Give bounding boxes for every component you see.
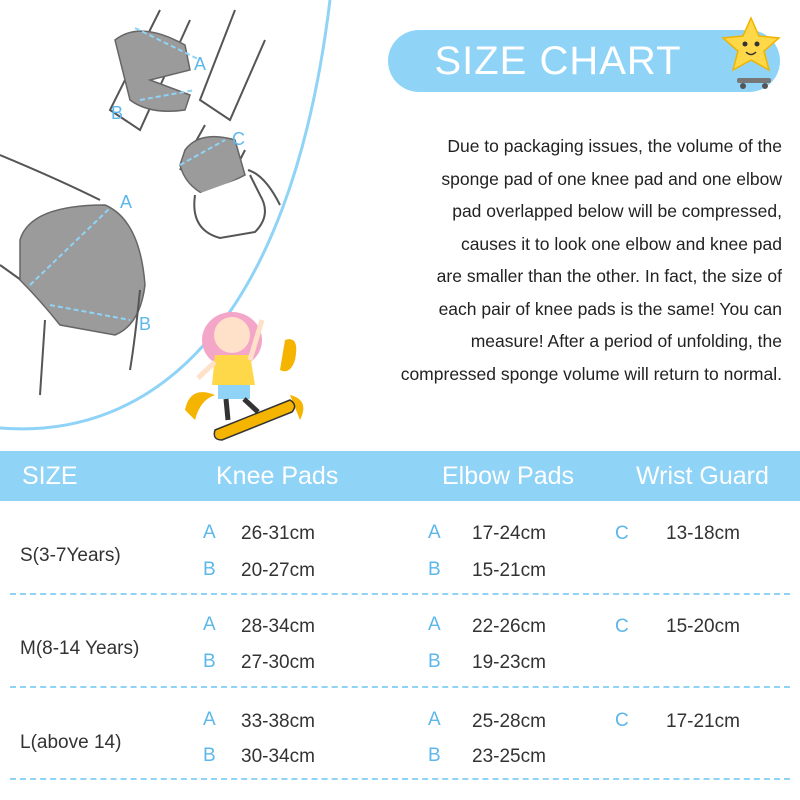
knee-a-value: 33-38cm <box>241 711 315 732</box>
label-a-elbow: A <box>194 54 207 74</box>
knee-b-letter: B <box>203 559 216 580</box>
note-line: sponge pad of one knee pad and one elbow <box>441 168 782 189</box>
header-size: SIZE <box>22 462 78 490</box>
note-line: each pair of knee pads is the same! You can <box>438 298 782 319</box>
size-label: M(8-14 Years) <box>20 638 140 659</box>
elbow-a-letter: A <box>428 709 441 730</box>
header-knee-pads: Knee Pads <box>216 462 339 490</box>
knee-b-value: 27-30cm <box>241 652 315 673</box>
table-row <box>0 596 800 688</box>
wrist-c-value: 15-20cm <box>666 616 740 637</box>
star-mascot-icon <box>715 12 795 92</box>
wrist-c-value: 17-21cm <box>666 711 740 732</box>
elbow-b-letter: B <box>428 745 441 766</box>
wrist-c-letter: C <box>615 523 629 544</box>
knee-a-letter: A <box>203 522 216 543</box>
elbow-a-value: 17-24cm <box>472 523 546 544</box>
wrist-c-letter: C <box>615 710 629 731</box>
knee-b-value: 30-34cm <box>241 746 315 767</box>
row-divider <box>10 593 790 595</box>
knee-a-value: 28-34cm <box>241 616 315 637</box>
label-b-knee: B <box>139 314 152 334</box>
wrist-c-value: 13-18cm <box>666 523 740 544</box>
wrist-c-letter: C <box>615 616 629 637</box>
page-title: SIZE CHART <box>434 39 682 83</box>
table-row <box>0 503 800 595</box>
table-row <box>0 690 800 782</box>
elbow-pad-diagram <box>110 10 265 130</box>
row-divider <box>10 686 790 688</box>
knee-a-letter: A <box>203 614 216 635</box>
note-line: causes it to look one elbow and knee pad <box>460 233 782 254</box>
header-wrist-guard: Wrist Guard <box>636 462 769 490</box>
row-divider <box>10 778 790 780</box>
note-line: pad overlapped below will be compressed, <box>452 201 782 221</box>
elbow-a-value: 22-26cm <box>472 616 546 637</box>
note-line: Due to packaging issues, the volume of the <box>447 136 782 156</box>
packaging-note <box>330 130 782 390</box>
knee-b-letter: B <box>203 745 216 766</box>
knee-pad-diagram <box>0 155 145 395</box>
label-a-knee: A <box>120 192 133 212</box>
elbow-b-value: 19-23cm <box>472 652 546 673</box>
knee-b-letter: B <box>203 651 216 672</box>
knee-b-value: 20-27cm <box>241 560 315 581</box>
elbow-b-value: 23-25cm <box>472 746 546 767</box>
wrist-guard-diagram <box>180 125 280 238</box>
elbow-b-value: 15-21cm <box>472 560 546 581</box>
elbow-a-letter: A <box>428 614 441 635</box>
elbow-a-value: 25-28cm <box>472 711 546 732</box>
size-label: S(3-7Years) <box>20 545 121 566</box>
elbow-b-letter: B <box>428 651 441 672</box>
header-elbow-pads: Elbow Pads <box>442 462 575 490</box>
elbow-b-letter: B <box>428 559 441 580</box>
note-line: compressed sponge volume will return to normal. <box>400 363 782 384</box>
elbow-a-letter: A <box>428 522 441 543</box>
label-b-elbow: B <box>111 103 124 123</box>
skateboarder-illustration <box>185 312 303 440</box>
note-line: measure! After a period of unfolding, the <box>470 331 782 351</box>
knee-a-letter: A <box>203 709 216 730</box>
note-line: are smaller than the other. In fact, the size of <box>436 266 782 286</box>
size-label: L(above 14) <box>20 732 122 753</box>
knee-a-value: 26-31cm <box>241 523 315 544</box>
size-table-header <box>0 451 800 501</box>
label-c-wrist: C <box>232 129 245 149</box>
